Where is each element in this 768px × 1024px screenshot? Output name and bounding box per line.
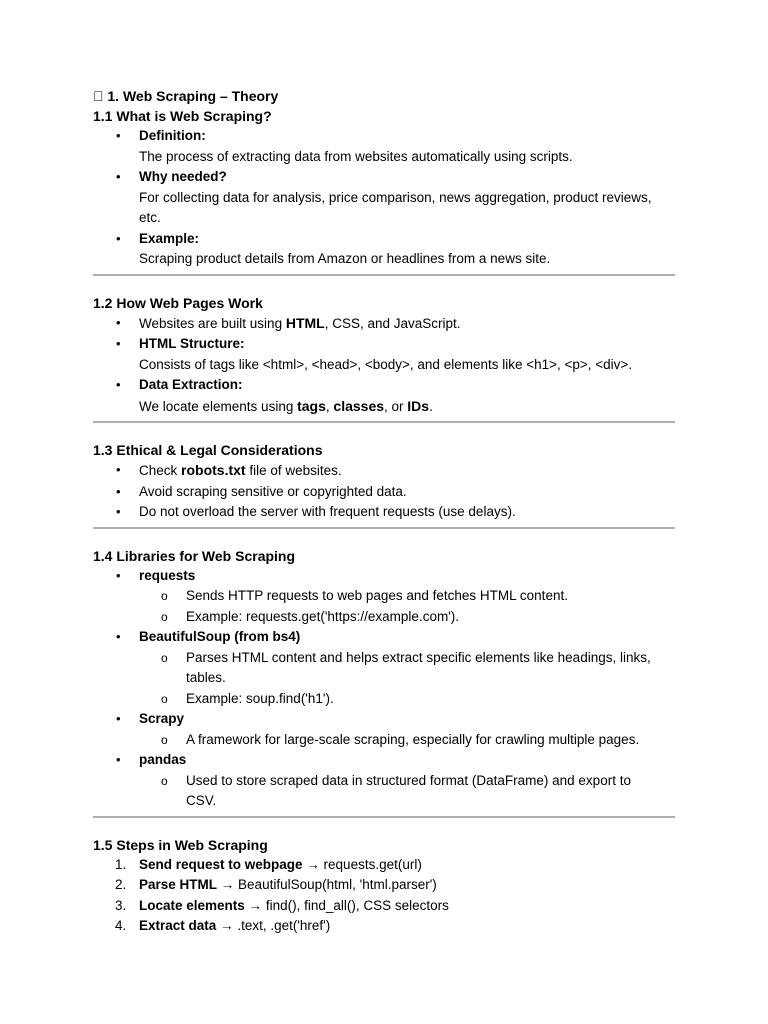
step-detail: find(), find_all(), CSS selectors (265, 897, 449, 913)
step-term: Parse HTML (139, 877, 218, 892)
text: . (429, 398, 433, 414)
sub-list-item (93, 586, 675, 607)
library-name: requests (139, 567, 196, 583)
text: file of websites. (245, 463, 342, 478)
term: Why needed? (139, 169, 227, 184)
text: , (325, 398, 334, 414)
text: , CSS, and JavaScript. (324, 315, 461, 331)
description: Scraping product details from Amazon or headlines from a news site. (139, 251, 551, 266)
library-name: pandas (139, 752, 187, 767)
section-heading-1-3: 1.3 Ethical & Legal Considerations (93, 442, 323, 458)
library-name: BeautifulSoup (from bs4) (139, 629, 301, 644)
step-term: Send request to webpage (139, 856, 303, 872)
sub-list-item (93, 730, 675, 751)
bullet-icon: • (116, 504, 121, 519)
term: Example: (139, 230, 200, 246)
step-number: 1. (115, 856, 127, 872)
section-heading-1-2: 1.2 How Web Pages Work (93, 294, 263, 311)
section-heading-1-4: 1.4 Libraries for Web Scraping (93, 547, 296, 564)
text: Example: soup.find('h1'). (186, 690, 334, 706)
text: Do not overload the server with frequent requests (use delays). (139, 504, 516, 519)
step-detail: .text, .get('href') (237, 918, 331, 933)
text: We locate elements using (139, 398, 298, 414)
bullet-icon: • (116, 377, 121, 392)
sub-list-item (93, 771, 675, 792)
list-item (93, 375, 675, 396)
document-page (93, 86, 675, 937)
step-detail: requests.get(url) (323, 856, 422, 872)
emphasis: robots.txt (181, 462, 246, 478)
text: , or (384, 398, 408, 414)
sub-bullet-icon: o (161, 732, 168, 747)
bullet-icon: • (116, 711, 121, 726)
numbered-step (93, 875, 675, 896)
list-item (93, 709, 675, 730)
term: Definition: (139, 128, 206, 143)
text: A framework for large-scale scraping, especially for crawling multiple pages. (186, 731, 640, 747)
emphasis: IDs (407, 397, 430, 414)
sub-list-item-continuation: tables. (186, 670, 226, 685)
numbered-step (93, 855, 675, 876)
sub-bullet-icon: o (161, 650, 168, 665)
text: Avoid scraping sensitive or copyrighted data. (139, 483, 407, 499)
text: Example: requests.get('https://example.com'). (186, 608, 460, 624)
sub-bullet-icon: o (161, 691, 168, 706)
bullet-icon: • (116, 169, 121, 184)
text: Check (139, 463, 182, 478)
bullet-icon: • (116, 336, 121, 351)
bullet-icon: • (116, 567, 121, 583)
step-term: Extract data (139, 918, 217, 933)
text: Used to store scraped data in structured format (DataFrame) and export to (186, 772, 631, 788)
bullet-icon: • (116, 462, 121, 477)
list-item (93, 460, 675, 482)
list-item (93, 126, 675, 147)
list-item (93, 750, 675, 771)
section-heading-1-1: 1.1 What is Web Scraping? (93, 108, 272, 124)
list-item (93, 627, 675, 648)
bullet-icon: • (116, 752, 121, 767)
list-item (93, 482, 675, 503)
text: Sends HTTP requests to web pages and fetches HTML content. (186, 588, 568, 603)
description: Consists of tags like <html>, <head>, <body>, and elements like <h1>, <p>, <div>. (139, 356, 633, 372)
numbered-step (93, 916, 675, 937)
document-title: 1. Web Scraping – Theory (93, 88, 264, 104)
emphasis: classes (333, 397, 385, 414)
step-number: 3. (115, 897, 127, 913)
sub-bullet-icon: o (161, 609, 168, 624)
sub-list-item (93, 607, 675, 628)
sub-list-item (93, 689, 675, 710)
arrow-icon: → (244, 897, 266, 913)
step-detail: BeautifulSoup(html, 'html.parser') (238, 877, 437, 892)
bullet-icon: • (116, 483, 121, 499)
emphasis: tags (297, 397, 326, 414)
description: For collecting data for analysis, price comparison, news aggregation, product reviews, (139, 189, 652, 205)
sub-list-item-continuation: CSV. (186, 793, 217, 808)
arrow-icon: → (217, 877, 239, 892)
sub-bullet-icon: o (161, 773, 168, 788)
list-item (93, 334, 675, 355)
step-number: 2. (115, 877, 127, 892)
list-item (93, 313, 675, 335)
bullet-icon: • (116, 128, 121, 143)
list-item (93, 566, 675, 587)
bullet-icon: • (116, 314, 121, 330)
description: etc. (139, 210, 161, 225)
arrow-icon: → (302, 856, 324, 872)
description: The process of extracting data from websites automatically using scripts. (139, 148, 573, 164)
description (93, 396, 675, 418)
text: Websites are built using (139, 315, 286, 331)
step-number: 4. (115, 918, 127, 933)
numbered-step (93, 896, 675, 917)
list-item (93, 167, 675, 188)
list-item (93, 229, 675, 250)
sub-list-item (93, 648, 675, 669)
section-heading-1-5: 1.5 Steps in Web Scraping (93, 836, 268, 853)
term: HTML Structure: (139, 336, 245, 351)
term: Data Extraction: (139, 377, 243, 392)
list-item (93, 502, 675, 523)
emphasis: HTML (285, 314, 325, 331)
text: Parses HTML content and helps extract specific elements like headings, links, (186, 649, 651, 665)
step-term: Locate elements (139, 897, 245, 913)
library-name: Scrapy (139, 711, 185, 726)
arrow-icon: → (216, 918, 238, 933)
bullet-icon: • (116, 629, 121, 644)
sub-bullet-icon: o (161, 589, 168, 603)
bullet-icon: • (116, 230, 121, 246)
